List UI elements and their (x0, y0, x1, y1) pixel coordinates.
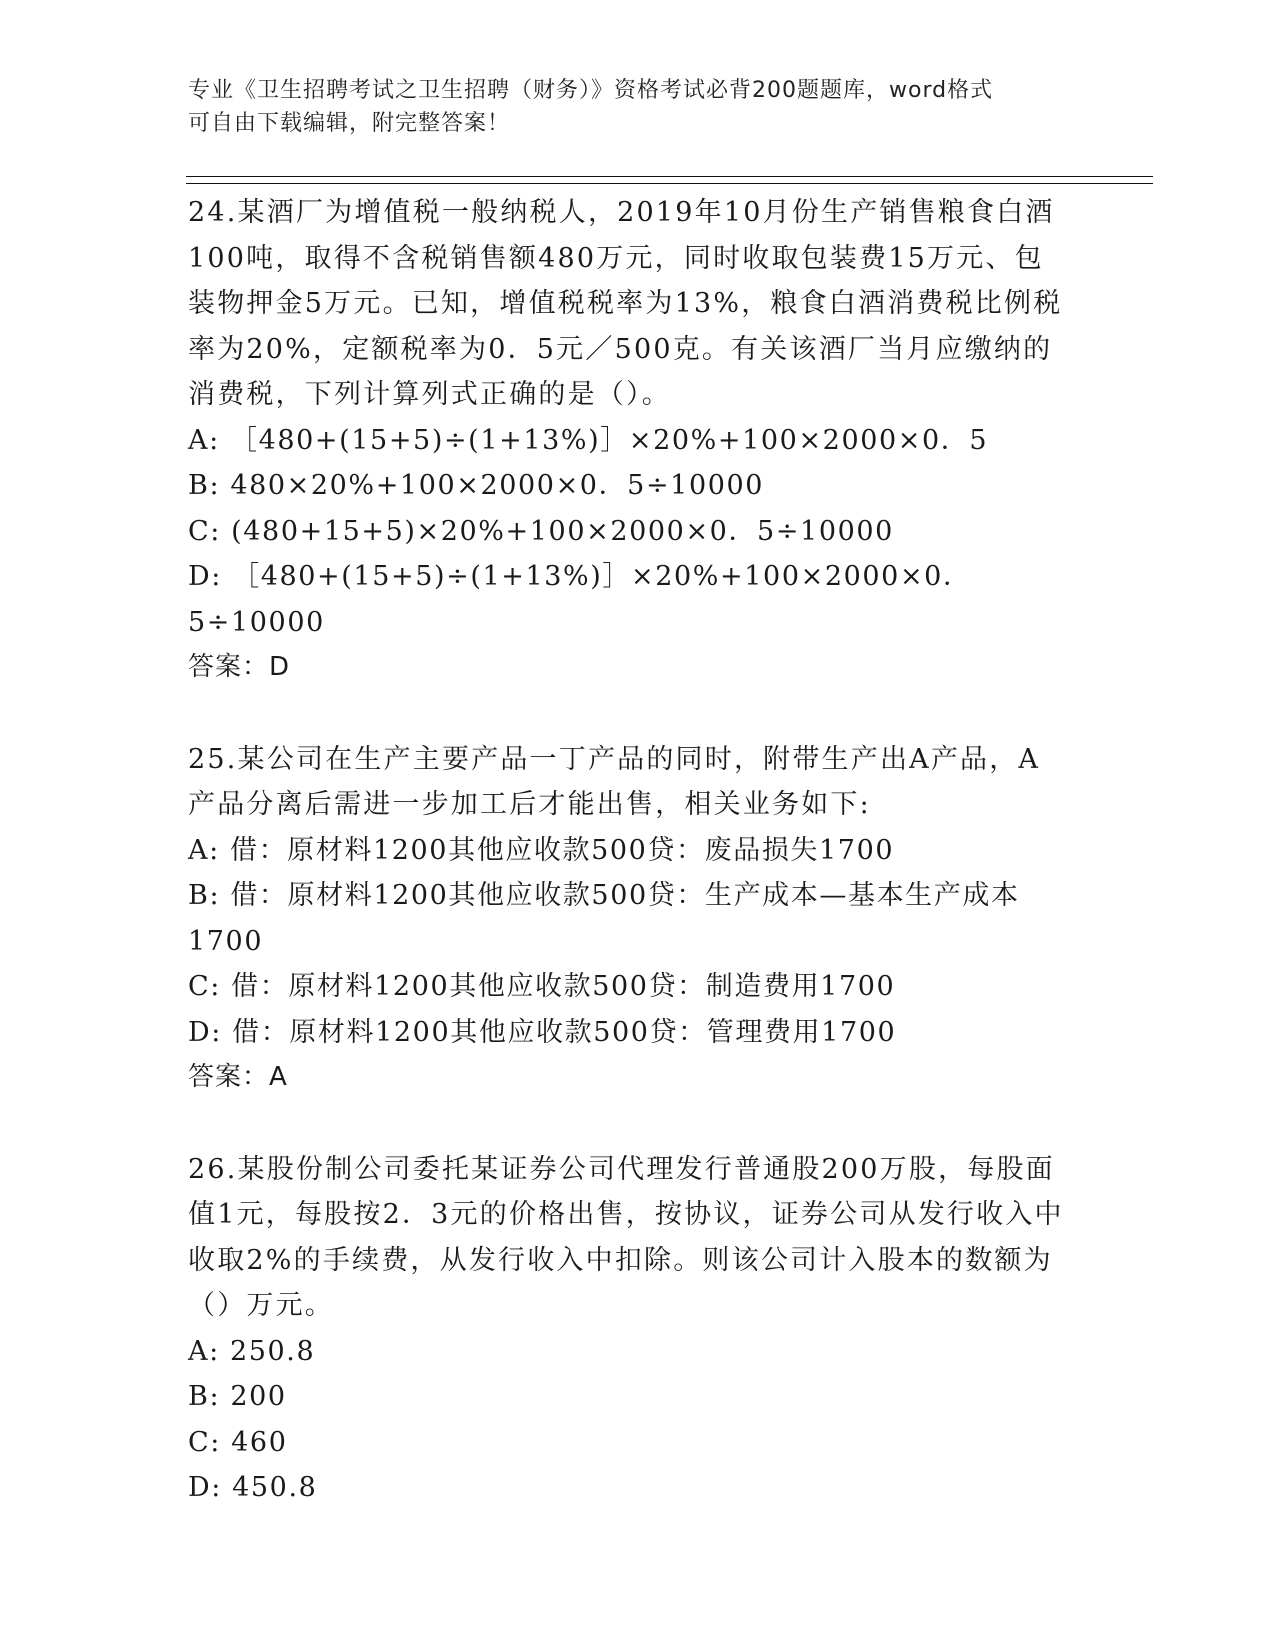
header-line-2: 可自由下载编辑，附完整答案！ (188, 111, 511, 136)
header-divider-top (186, 176, 1153, 177)
question-24 (188, 190, 1068, 691)
option-b: B: 200 (188, 1381, 287, 1412)
option-c: C: (480+15+5)×20%+100×2000×0．5÷10000 (188, 515, 894, 547)
option-d: D: 借：原材料1200其他应收款500贷：管理费用1700 (188, 1016, 897, 1048)
option-c: C: 460 (188, 1426, 288, 1458)
question-stem: 24.某酒厂为增值税一般纳税人，2019年10月份生产销售粮食白酒100吨，取得不含税销售额480万元，同时收取包装费15万元、包装物押金5万元。已知，增值税税率为13%，粮食白酒消费税比例税率为20%，定额税率为0．5元／500克。有关该酒厂当月应缴纳的消费税，下列计算列式正确的是（）。 (188, 197, 1063, 410)
question-list (188, 190, 1068, 1557)
option-a: A: 250.8 (188, 1335, 316, 1367)
question-26 (188, 1147, 1068, 1511)
document-header (188, 74, 1068, 140)
answer: 答案：D (188, 652, 291, 682)
header-line-1: 专业《卫生招聘考试之卫生招聘（财务）》资格考试必背200题题库，word格式 (188, 78, 994, 103)
option-d: D: 450.8 (188, 1472, 318, 1503)
question-stem: 25.某公司在生产主要产品一丁产品的同时，附带生产出A产品，A产品分离后需进一步加工后才能出售，相关业务如下: (188, 743, 1041, 820)
answer: 答案：A (188, 1062, 288, 1092)
option-b: B: 480×20%+100×2000×0．5÷10000 (188, 470, 765, 501)
option-a: A: 借：原材料1200其他应收款500贷：废品损失1700 (188, 834, 895, 866)
option-d: D: ［480+(15+5)÷(1+13%)］×20%+100×2000×0．5÷10000 (188, 561, 972, 638)
option-b: B: 借：原材料1200其他应收款500贷：生产成本—基本生产成本1700 (188, 880, 1020, 957)
question-25 (188, 737, 1068, 1101)
header-divider-bottom (186, 183, 1153, 184)
option-a: A: ［480+(15+5)÷(1+13%)］×20%+100×2000×0．5 (188, 424, 989, 456)
question-stem: 26.某股份制公司委托某证券公司代理发行普通股200万股，每股面值1元，每股按2．3元的价格出售，按协议，证券公司从发行收入中收取2%的手续费，从发行收入中扣除。则该公司计入股本的数额为（）万元。 (188, 1153, 1064, 1321)
option-c: C: 借：原材料1200其他应收款500贷：制造费用1700 (188, 971, 896, 1002)
